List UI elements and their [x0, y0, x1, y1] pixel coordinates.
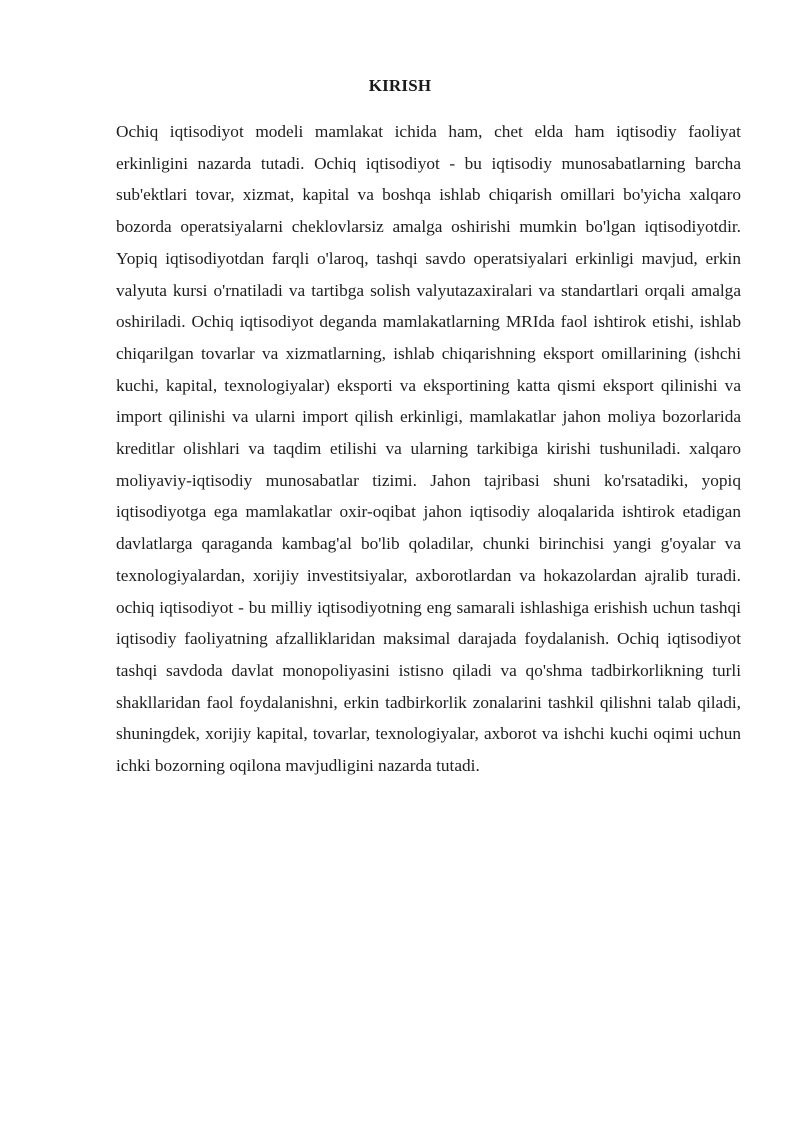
page-heading: KIRISH — [368, 76, 432, 95]
body-paragraph: Ochiq iqtisodiyot modeli mamlakat ichida ham, chet elda ham iqtisodiy faoliyat erkinligini nazarda tutadi. Ochiq iqtisodiyot - bu iqtisodiy munosabatlarning barcha sub'ektlari tovar, xizmat, kapital va boshqa ishlab chiqarish omillari bo'yicha xalqaro bozorda operatsiyalarni cheklovlarsiz amalga oshirishi mumkin bo'lgan iqtisodiyotdir. Yopiq iqtisodiyotdan farqli o'laroq, tashqi savdo operatsiyalari erkinligi mavjud, erkin valyuta kursi o'rnatiladi va tartibga solish valyutazaxiralari va standartlari orqali amalga oshiriladi. Ochiq iqtisodiyot deganda mamlakatlarning MRIda faol ishtirok etishi, ishlab chiqarilgan tovarlar va xizmatlarning, ishlab chiqarishning eksport omillarining (ishchi kuchi, kapital, texnologiyalar) eksporti va eksportining katta qismi eksport qilinishi va import qilinishi va ularni import qilish erkinligi, mamlakatlar jahon moliya bozorlarida kreditlar olishlari va taqdim etilishi va ularning tarkibiga kirishi tushuniladi. xalqaro moliyaviy-iqtisodiy munosabatlar tizimi. Jahon tajribasi shuni ko'rsatadiki, yopiq iqtisodiyotga ega mamlakatlar oxir-oqibat jahon iqtisodiy aloqalarida ishtirok etadigan davlatlarga qaraganda kambag'al bo'lib qoladilar, chunki birinchisi yangi g'oyalar va texnologiyalardan, xorijiy investitsiyalar, axborotlardan va hokazolardan ajralib turadi. ochiq iqtisodiyot - bu milliy iqtisodiyotning eng samarali ishlashiga erishish uchun tashqi iqtisodiy faoliyatning afzalliklaridan maksimal darajada foydalanish. Ochiq iqtisodiyot tashqi savdoda davlat monopoliyasini istisno qiladi va qo'shma tadbirkorlikning turli shakllaridan faol foydalanishni, erkin tadbirkorlik zonalarini tashkil qilishni talab qiladi, shuningdek, xorijiy kapital, tovarlar, texnologiyalar, axborot va ishchi kuchi oqimi uchun ichki bozorning oqilona mavjudligini nazarda tutadi. — [116, 122, 741, 776]
